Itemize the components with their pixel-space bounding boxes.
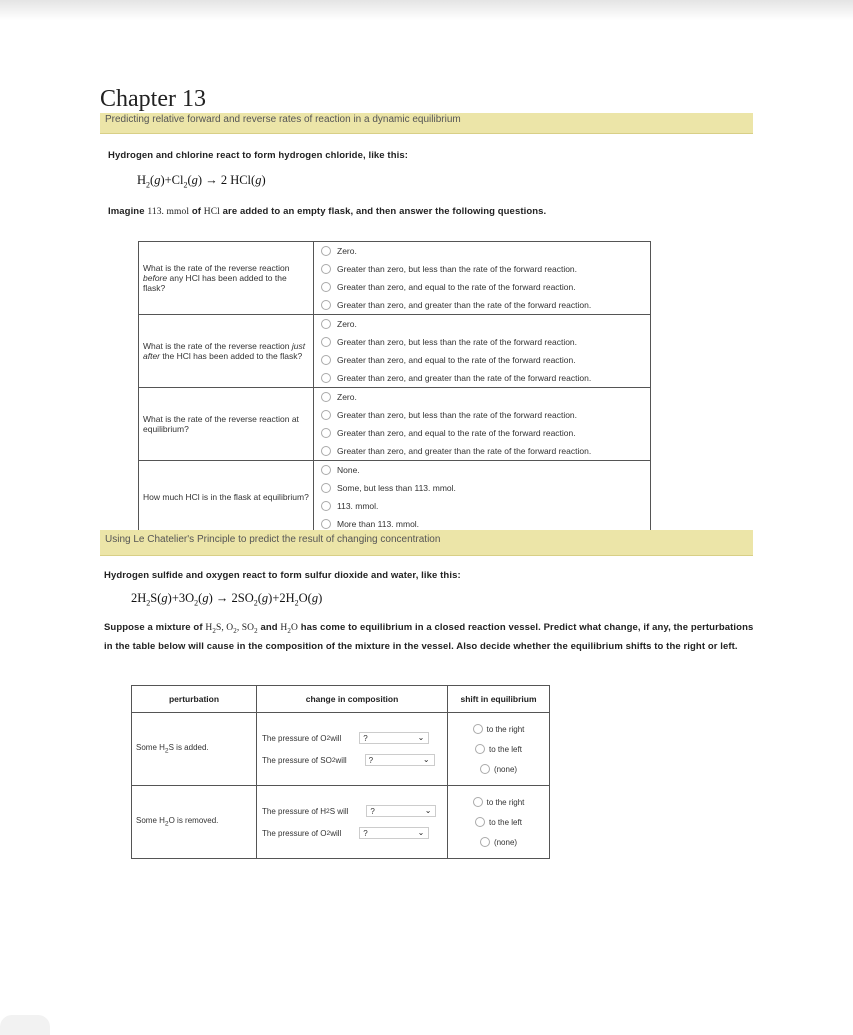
question-row-2 (139, 315, 651, 388)
chevron-down-icon: ⌄ (424, 806, 432, 815)
radio-icon[interactable] (321, 392, 331, 402)
radio-icon[interactable] (321, 373, 331, 383)
radio-icon[interactable] (321, 465, 331, 475)
radio-icon[interactable] (480, 764, 490, 774)
option-q3-a[interactable]: Zero. (314, 388, 650, 406)
top-shadow (0, 0, 853, 20)
chevron-down-icon: ⌄ (422, 755, 430, 764)
radio-icon[interactable] (473, 797, 483, 807)
question-row-4 (139, 461, 651, 534)
perturbation-row-1 (132, 713, 550, 786)
perturbation-row-2 (132, 786, 550, 859)
option-q1-a[interactable]: Zero. (314, 242, 650, 260)
question-row-3 (139, 388, 651, 461)
shift-right-option[interactable]: to the right (449, 719, 548, 739)
section1-intro: Hydrogen and chlorine react to form hydrogen chloride, like this: (108, 150, 408, 161)
option-q2-d[interactable]: Greater than zero, and greater than the rate of the forward reaction. (314, 369, 650, 387)
radio-icon[interactable] (480, 837, 490, 847)
pressure-select[interactable]: ? ⌄ (366, 805, 436, 817)
question-4: How much HCl is in the flask at equilibrium? (139, 461, 314, 534)
composition-line: The pressure of SO 2 will ? ⌄ (258, 749, 446, 771)
pressure-select[interactable]: ? ⌄ (365, 754, 435, 766)
radio-icon[interactable] (321, 300, 331, 310)
radio-icon[interactable] (475, 817, 485, 827)
radio-icon[interactable] (475, 744, 485, 754)
question-row-1 (139, 242, 651, 315)
radio-icon[interactable] (321, 483, 331, 493)
section1-equation: $H_2(g)+Cl_2(g) \to 2$ HCl(g) (137, 173, 266, 190)
section2-suppose: Suppose a mixture of $H_2S$, $O_2$, $SO_2$ and $H_2O$ has come to equilibrium in a closed reaction vessel. Predict what change, if any, the perturbations in the table below will cause in the composition of the mixture in the vessel. Also decide whether the equilibrium shifts to the right or left. (104, 622, 754, 652)
option-q3-c[interactable]: Greater than zero, and equal to the rate of the forward reaction. (314, 424, 650, 442)
option-q4-d[interactable]: More than 113. mmol. (314, 515, 650, 533)
section2-banner: Using Le Chatelier's Principle to predict the result of changing concentration (100, 530, 753, 556)
option-q2-a[interactable]: Zero. (314, 315, 650, 333)
option-q3-b[interactable]: Greater than zero, but less than the rate of the forward reaction. (314, 406, 650, 424)
section2-intro: Hydrogen sulfide and oxygen react to form sulfur dioxide and water, like this: (104, 570, 461, 581)
perturbation-1: Some $H_2S$ is added. (132, 713, 257, 786)
header-perturbation: perturbation (132, 686, 257, 713)
radio-icon[interactable] (321, 501, 331, 511)
composition-line: The pressure of O 2 will ? ⌄ (258, 727, 446, 749)
option-q2-b[interactable]: Greater than zero, but less than the rate of the forward reaction. (314, 333, 650, 351)
composition-line: The pressure of O 2 will ? ⌄ (258, 822, 446, 844)
section1-banner: Predicting relative forward and reverse rates of reaction in a dynamic equilibrium (100, 113, 753, 134)
shift-none-option[interactable]: (none) (449, 759, 548, 779)
radio-icon[interactable] (321, 282, 331, 292)
question-1: What is the rate of the reverse reaction before any HCl has been added to the flask? (139, 242, 314, 315)
radio-icon[interactable] (321, 246, 331, 256)
rate-question-table (138, 241, 651, 534)
pressure-select[interactable]: ? ⌄ (359, 732, 429, 744)
section2-equation: $2H_2S(g)+3O_2(g) \to 2SO_2(g)+2H_2O(g)$ (131, 591, 323, 608)
shift-right-option[interactable]: to the right (449, 792, 548, 812)
radio-icon[interactable] (321, 355, 331, 365)
radio-icon[interactable] (321, 410, 331, 420)
chapter-title: Chapter 13 (100, 86, 206, 112)
radio-icon[interactable] (321, 337, 331, 347)
radio-icon[interactable] (321, 319, 331, 329)
radio-icon[interactable] (321, 428, 331, 438)
perturbation-table (131, 685, 550, 859)
option-q4-c[interactable]: 113. mmol. (314, 497, 650, 515)
corner-tab (0, 1015, 50, 1035)
composition-line: The pressure of H 2 S will ? ⌄ (258, 800, 446, 822)
option-q1-d[interactable]: Greater than zero, and greater than the rate of the forward reaction. (314, 296, 650, 314)
option-q3-d[interactable]: Greater than zero, and greater than the rate of the forward reaction. (314, 442, 650, 460)
shift-none-option[interactable]: (none) (449, 832, 548, 852)
header-shift: shift in equilibrium (448, 686, 550, 713)
shift-left-option[interactable]: to the left (449, 812, 548, 832)
option-q1-b[interactable]: Greater than zero, but less than the rate of the forward reaction. (314, 260, 650, 278)
radio-icon[interactable] (321, 446, 331, 456)
question-2: What is the rate of the reverse reaction just after the HCl has been added to the flask? (139, 315, 314, 388)
pressure-select[interactable]: ? ⌄ (359, 827, 429, 839)
question-3: What is the rate of the reverse reaction at equilibrium? (139, 388, 314, 461)
radio-icon[interactable] (473, 724, 483, 734)
option-q4-a[interactable]: None. (314, 461, 650, 479)
radio-icon[interactable] (321, 519, 331, 529)
shift-left-option[interactable]: to the left (449, 739, 548, 759)
option-q4-b[interactable]: Some, but less than 113. mmol. (314, 479, 650, 497)
chevron-down-icon: ⌄ (417, 733, 425, 742)
option-q1-c[interactable]: Greater than zero, and equal to the rate of the forward reaction. (314, 278, 650, 296)
chevron-down-icon: ⌄ (417, 828, 425, 837)
option-q2-c[interactable]: Greater than zero, and equal to the rate of the forward reaction. (314, 351, 650, 369)
section1-imagine: Imagine 113. mmol of HCl are added to an empty flask, and then answer the following questions. (108, 206, 547, 217)
perturbation-2: Some $H_2O$ is removed. (132, 786, 257, 859)
header-change: change in composition (257, 686, 448, 713)
radio-icon[interactable] (321, 264, 331, 274)
